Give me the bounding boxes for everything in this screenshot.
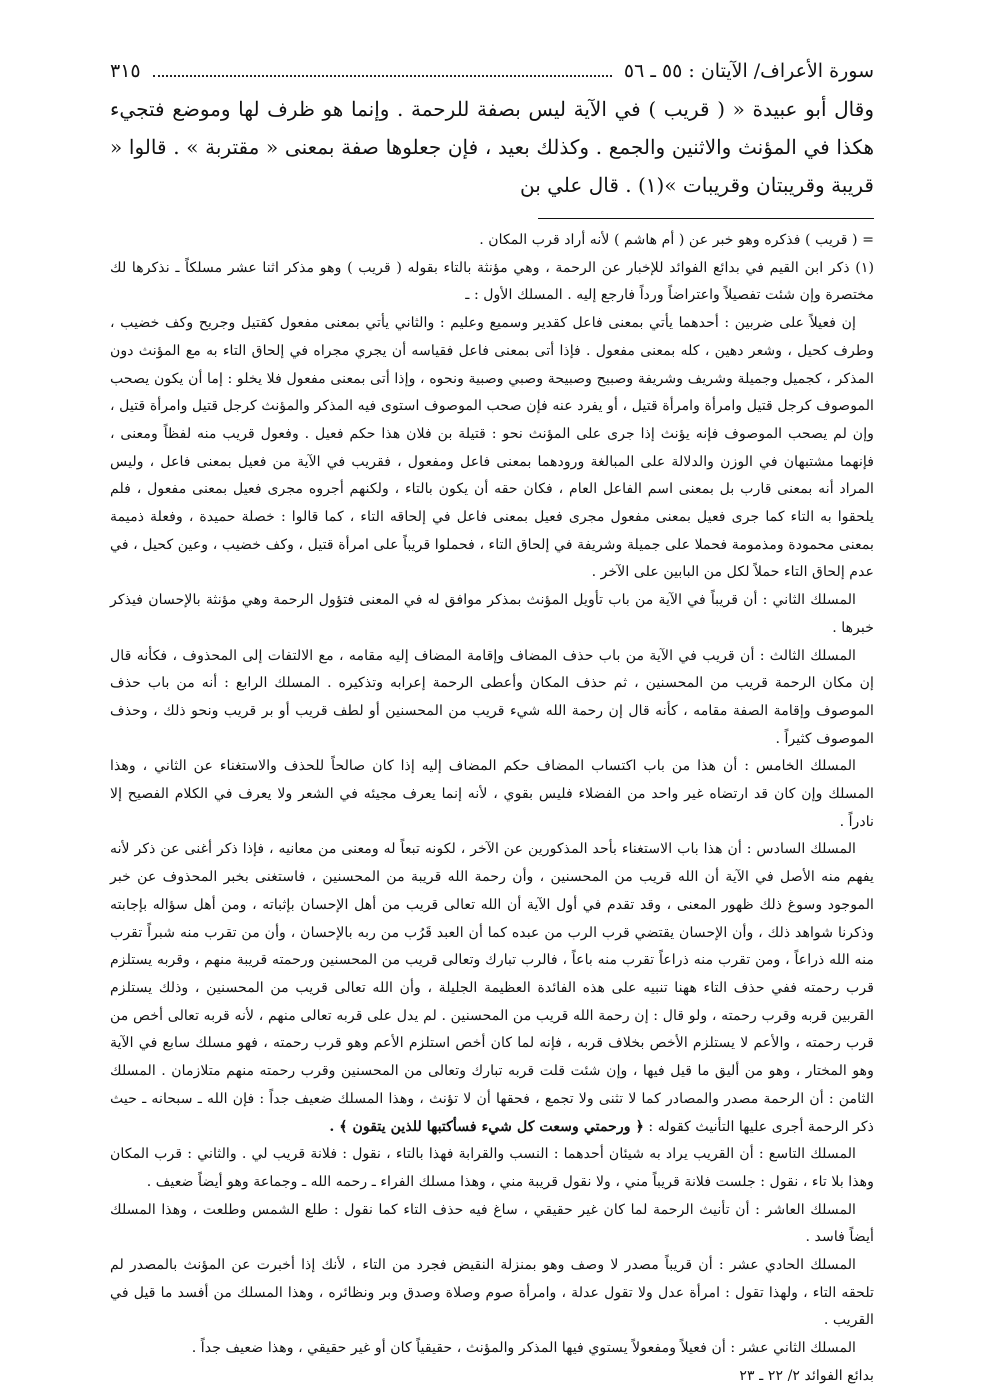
footnote-path-12: المسلك الثاني عشر : أن فعيلاً ومفعولاً يستوي فيها المذكر والمؤنث ، حقيقياً كان أو غير حقيقي ، وهذا ضعيف جداً . bbox=[191, 1340, 856, 1357]
footnote-path-10: المسلك العاشر : أن تأنيث الرحمة لما كان غير حقيقي ، ساغ فيه حذف التاء كما نقول : طلع الشمس وطلعت ، وهذا المسلك أيضاً فاسد . bbox=[110, 1201, 874, 1246]
footnote-path-1: إن فعيلاً على ضربين : أحدهما يأتي بمعنى فاعل كقدير وسميع وعليم : والثاني يأتي بمعنى مفعول كقتيل وجريح وكف خضيب ، وطرف كحيل ، وشعر دهين ، كله بمعنى مفعول . فإذا أتى بمعنى فاعل فقياسه أن يجري مجراه في إلحاق التاء به مع المؤنث دون المذكر ، كجميل وجميلة وشريف وشريفة وصبيح وصبيحة وصبي وصبية ونحوه ، وإذا أتى بمعنى مفعول فلا يخلو : إما أن يكون يصحب الموصوف كرجل قتيل وامرأة وامرأة قتيل ، أو يفرد عنه فإن صحب الموصوف استوى فيه المذكر والمؤنث كرجل قتيل وامرأة قتيل ، وإن لم يصحب الموصوف فإنه يؤنث إذا جرى على المؤنث نحو : قتيلة بن فلان هذا حكم فعيل . وفعول قريب منه لفظاً ومعنى ، فإنهما مشتبهان في الوزن والدلالة على المبالغة ورودهما بمعنى فاعل ومفعول ، فقريب في الآية من فعيل بمعنى فاعل ، وليس المراد أنه بمعنى قارب بل بمعنى اسم الفاعل العام ، فكان حقه أن يكون بالتاء ، ولكنهم أجروه مجرى فعيل بمعنى مفعول ، فلم يلحقوا به التاء كما جرى فعيل بمعنى مفعول مجرى فعيل بمعنى فاعل في إلحاقه التاء ، كما قالوا : خصلة حميدة ، وفعلة ذميمة بمعنى محمودة ومذمومة فحملا على جميلة وشريفة في إلحاق التاء ، فحملوا قريباً على امرأة قتيل ، وكف خضيب ، وعين كحيل ، في عدم إلحاق التاء حملاً لكل من البابين على الآخر . bbox=[110, 315, 875, 581]
footnote-1-intro: (١) ذكر ابن القيم في بدائع الفوائد للإخبار عن الرحمة ، وهي مؤنثة بالتاء بقوله ( قريب ) وهو مذكر اثنا عشر مسلكاً ـ نذكرها لك مختصرة وإن شئت تفصيلاً واعتراضاً ورداً فارجع إليه . المسلك الأول : ـ bbox=[110, 259, 874, 304]
path-6-text: المسلك السادس : أن هذا باب الاستغناء بأحد المذكورين عن الآخر ، لكونه تبعاً له ومعنى من معانيه ، فإذا ذكر أغنى عن ذكر لأنه يفهم منه الأصل في الآية أن الله قريب من المحسنين ، وأن رحمة الله قريبة من المحسنين ، فاستغنى بخبر المحذوف عن خبر الموجود وسوغ ذلك ظهور المعنى ، وقد تقدم في أول الآية أن الله تعالى قريب من أهل الإحسان بإثباته ، ومن أهل سؤاله بإجابته وذكرنا شواهد ذلك ، وأن الإحسان يقتضي قرب الرب من عبده كما أن العبد قَرُب من ربه بالإحسان ، وأن من تقرب منه شبراً تقرب منه الله ذراعاً ، ومن تقرب منه ذراعاً تقرب منه باعاً ، فالرب تبارك وتعالى قريب من المحسنين ورحمته قريبة منهم ، وقربه يستلزم قرب رحمته ففي حذف التاء ههنا تنبيه على هذه الفائدة العظيمة الجليلة ، وأن الله تعالى قريب من المحسنين ، وذلك يستلزم القربين قربه وقرب رحمته ، ولو قال : إن رحمة الله قريب من المحسنين . لم يدل على قربه تعالى منهم ، لأنه قربه تعالى أخص من قرب رحمته ، والأعم لا يستلزم الأخص بخلاف قربه ، فإنه لما كان أخص استلزم الأعم وهو قرب رحمته ، فهو مسلك سابع في الآية وهو المختار ، وهو من أليق ما قيل فيها ، وإن شئت قلت قربه تبارك وتعالى من المحسنين وقرب رحمته منهم متلازمان . المسلك الثامن : أن الرحمة مصدر والمصادر كما لا تثنى ولا تجمع ، فحقها أن لا تؤنث ، وهذا المسلك ضعيف جداً : فإن الله ـ سبحانه ـ حيث ذكر الرحمة أجرى عليها التأنيث كقوله : bbox=[110, 841, 874, 1135]
surah-title: سورة الأعراف/ الآيتان : ٥٥ ـ ٥٦ bbox=[623, 60, 874, 82]
running-header bbox=[110, 58, 874, 84]
footnote-path-3: المسلك الثالث : أن قريب في الآية من باب حذف المضاف وإقامة المضاف إليه مقامه ، مع الالتفات إلى المحذوف ، فكأنه قال إن مكان الرحمة قريب من المحسنين ، ثم حذف المكان وأعطى الرحمة إعرابه وتذكيره . المسلك الرابع : أنه من باب حذف الموصوف وإقامة الصفة مقامه ، كأنه قال إن رحمة الله شيء قريب من المحسنين أو لطف قريب أو بر قريب ونحو ذلك ، وحذف الموصوف كثيراً . bbox=[110, 647, 874, 747]
footnote-continued: = ( قريب ) فذكره وهو خبر عن ( أم هاشم ) لأنه أراد قرب المكان . bbox=[479, 232, 874, 248]
page-number: ٣١٥ bbox=[110, 60, 141, 82]
footnote-separator bbox=[538, 218, 874, 219]
main-text: وقال أبو عبيدة « ( قريب ) في الآية ليس بصفة للرحمة . وإنما هو ظرف لها وموضع فتجيء هكذا في المؤنث والاثنين والجمع . وكذلك بعيد ، فإن جعلوها صفة بمعنى « مقتربة » . قالوا « قريبة وقريبتان وقريبات »(١) . قال علي بن bbox=[110, 97, 874, 197]
footnotes bbox=[110, 227, 874, 1391]
footnote-path-2: المسلك الثاني : أن قريباً في الآية من باب تأويل المؤنث بمذكر موافق له في المعنى فتؤول الرحمة وهي مؤنثة بالإحسان فيذكر خبرها . bbox=[110, 592, 874, 636]
footnote-path-6 bbox=[110, 836, 874, 1141]
footnote-path-11: المسلك الحادي عشر : أن قريباً مصدر لا وصف وهو بمنزلة النقيض فجرد من التاء ، لأنك إذا أخبرت عن المؤنث بالمصدر لم تلحقه التاء ، ولهذا تقول : امرأة عدل ولا تقول عدلة ، وامرأة صوم وصلاة وصدق وبر ونظائره ، وهذا المسلك من أفسد ما قيل في القريب . bbox=[110, 1257, 874, 1329]
footnote-path-9: المسلك التاسع : أن القريب يراد به شيئان أحدهما : النسب والقرابة فهذا بالتاء ، نقول : فلانة قريب لي . والثاني : قرب المكان وهذا بلا تاء ، نقول : جلست فلانة قريباً مني ، ولا نقول قريبة مني ، وهذا مسلك الفراء ـ رحمه الله ـ وجماعة وهو أيضاً ضعيف . bbox=[110, 1146, 874, 1190]
quran-quote: ﴿ ورحمتي وسعت كل شيء فسأكتبها للذين يتقون ﴾ . bbox=[329, 1118, 644, 1135]
footnote-path-5: المسلك الخامس : أن هذا من باب اكتساب المضاف حكم المضاف إليه إذا كان صالحاً للحذف والاستغناء عن الثاني ، وهذا المسلك وإن كان قد ارتضاه غير واحد من الفضلاء فليس بقوي ، لأنه إنما يعرف مجيئه في الشعر ولا يعرف في الكلام الفصيح إلا نادراً . bbox=[110, 758, 874, 830]
header-dots bbox=[153, 61, 612, 77]
footnote-source: بدائع الفوائد ٢/ ٢٢ ـ ٢٣ bbox=[739, 1367, 874, 1384]
